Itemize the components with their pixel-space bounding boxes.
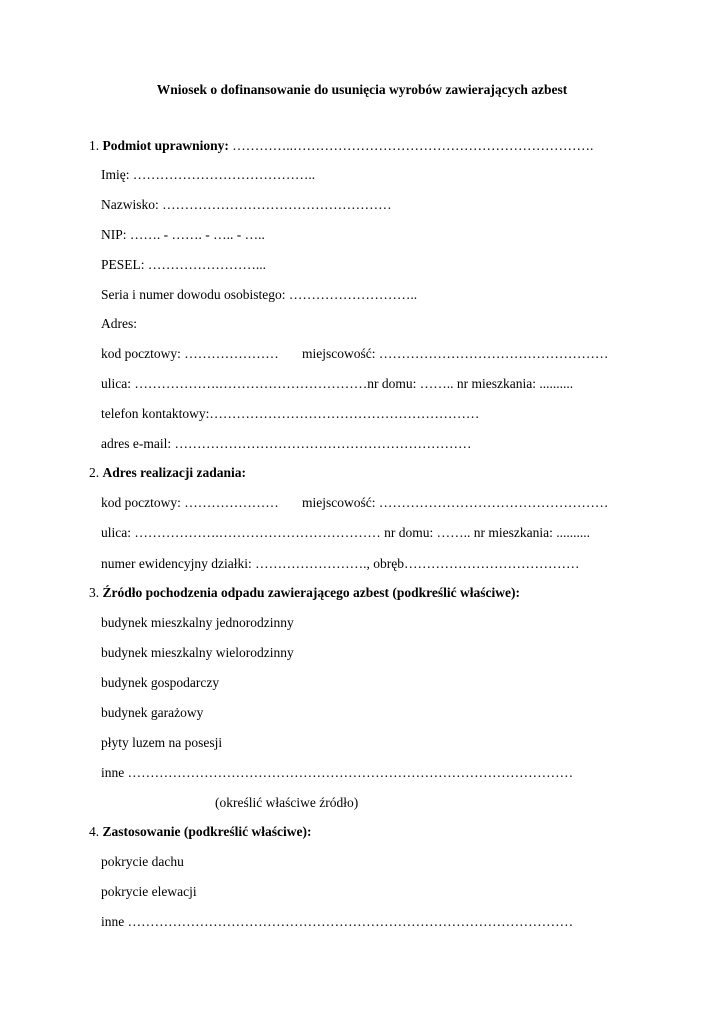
field-miejscowosc-2: miejscowość: …………………………………………… [302, 495, 609, 510]
option-jednorodzinny: budynek mieszkalny jednorodzinny [101, 615, 294, 630]
field-adres-label: Adres: [101, 316, 137, 331]
field-imie: Imię: ………………………………….. [101, 167, 316, 182]
section-3-number: 3. [89, 585, 100, 600]
document-title: Wniosek o dofinansowanie do usunięcia wyrobów zawierających azbest [156, 82, 568, 97]
section-3-title: Źródło pochodzenia odpadu zawierającego azbest (podkreślić właściwe): [102, 585, 520, 600]
note-zrodlo: (określić właściwe źródło) [215, 795, 359, 810]
section-1-number: 1. [89, 138, 100, 153]
field-ulica-2: ulica: ……………….……………………………… nr domu: …….. nr mieszkania: .......... [101, 525, 590, 540]
section-2-title: Adres realizacji zadania: [102, 465, 246, 480]
section-2-number: 2. [89, 465, 100, 480]
option-inne-zrodlo: inne ……………………………………………………………………………………… [101, 765, 574, 780]
field-nip: NIP: ……. - ……. - ….. - ….. [101, 227, 265, 242]
field-nazwisko: Nazwisko: …………………………………………… [101, 197, 392, 212]
option-garazowy: budynek garażowy [101, 705, 204, 720]
field-miejscowosc: miejscowość: …………………………………………… [302, 346, 609, 361]
section-4-number: 4. [89, 824, 100, 839]
section-2-heading [89, 464, 246, 482]
field-pesel: PESEL: ……………………... [101, 257, 267, 272]
option-pokrycie-elewacji: pokrycie elewacji [101, 884, 197, 899]
field-kod-pocztowy-2: kod pocztowy: ………………… [101, 495, 279, 510]
option-plyty-luzem: płyty luzem na posesji [101, 735, 223, 750]
section-3-heading [89, 584, 520, 602]
field-telefon: telefon kontaktowy:…………………………………………………… [101, 406, 480, 421]
field-email: adres e-mail: ………………………………………………………… [101, 436, 472, 451]
field-kod-pocztowy: kod pocztowy: ………………… [101, 346, 279, 361]
option-gospodarczy: budynek gospodarczy [101, 675, 220, 690]
section-4-heading [89, 823, 312, 841]
option-wielorodzinny: budynek mieszkalny wielorodzinny [101, 645, 294, 660]
option-pokrycie-dachu: pokrycie dachu [101, 854, 184, 869]
field-ulica: ulica: ……………….……………………………nr domu: …….. nr mieszkania: .......... [101, 376, 574, 391]
section-1-title: Podmiot uprawniony: [102, 138, 229, 153]
section-1-fill: …………..…………………………………………………………. [232, 138, 594, 153]
section-4-title: Zastosowanie (podkreślić właściwe): [102, 824, 312, 839]
field-dzialka: numer ewidencyjny działki: ……………………., obręb………………………………… [101, 556, 580, 571]
field-dowod: Seria i numer dowodu osobistego: ……………………….. [101, 287, 418, 302]
option-inne-zastosowanie: inne ……………………………………………………………………………………… [101, 914, 574, 929]
section-1-heading [89, 137, 593, 155]
